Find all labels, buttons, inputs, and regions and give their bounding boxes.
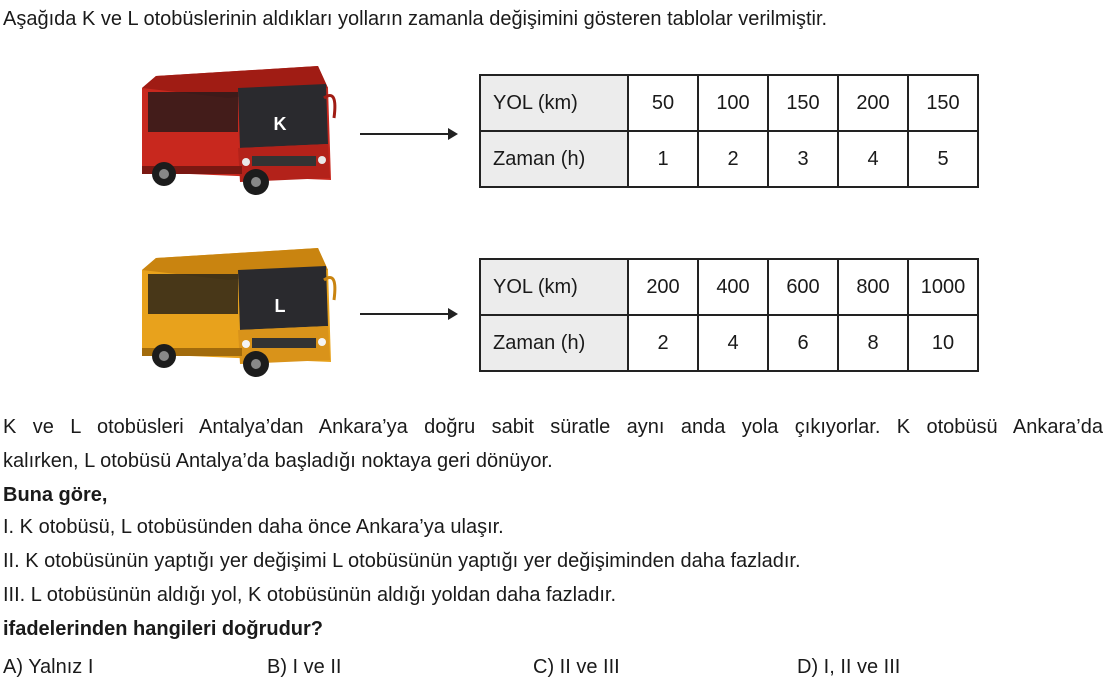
statement-3: III. L otobüsünün aldığı yol, K otobüsünün aldığı yoldan daha fazladır.	[3, 584, 617, 606]
table-cell: 6	[768, 315, 838, 371]
table-cell: 4	[838, 131, 908, 187]
table-cell: 600	[768, 259, 838, 315]
arrow-right-icon	[360, 304, 460, 324]
option-b[interactable]: B) I ve II	[267, 656, 342, 678]
bus-k-label: K	[273, 114, 287, 134]
table-cell: 100	[698, 75, 768, 131]
bus-k-image	[128, 58, 338, 203]
table-cell: 150	[768, 75, 838, 131]
table-cell: 200	[838, 75, 908, 131]
table-cell: 2	[698, 131, 768, 187]
table-cell: 1000	[908, 259, 978, 315]
table-cell: 150	[908, 75, 978, 131]
bus-body	[142, 248, 335, 377]
question-paragraph-2: kalırken, L otobüsü Antalya’da başladığı noktaya geri dönüyor.	[3, 450, 553, 472]
table-cell: 200	[628, 259, 698, 315]
bus-l-table	[479, 258, 979, 372]
option-a[interactable]: A) Yalnız I	[3, 656, 94, 678]
question-ask: ifadelerinden hangileri doğrudur?	[3, 618, 324, 640]
table-cell: 1	[628, 131, 698, 187]
row-header: Zaman (h)	[480, 315, 628, 371]
table-cell: 3	[768, 131, 838, 187]
bus-l-image	[128, 240, 338, 385]
option-c[interactable]: C) II ve III	[533, 656, 620, 678]
bus-k-table	[479, 74, 979, 188]
table-row	[480, 259, 978, 315]
table-cell: 800	[838, 259, 908, 315]
statement-2: II. K otobüsünün yaptığı yer değişimi L otobüsünün yaptığı yer değişiminden daha fazladır.	[3, 550, 801, 572]
table-cell: 8	[838, 315, 908, 371]
intro-text: Aşağıda K ve L otobüslerinin aldıkları yolların zamanla değişimini gösteren tablolar verilmiştir.	[3, 8, 828, 30]
table-row	[480, 75, 978, 131]
table-cell: 5	[908, 131, 978, 187]
table-cell: 50	[628, 75, 698, 131]
table-cell: 4	[698, 315, 768, 371]
table-row	[480, 315, 978, 371]
table-cell: 400	[698, 259, 768, 315]
question-paragraph-1: K ve L otobüsleri Antalya’dan Ankara’ya doğru sabit süratle aynı anda yola çıkıyorlar. K otobüsü Ankara’da	[3, 416, 1103, 438]
table-cell: 2	[628, 315, 698, 371]
row-header: YOL (km)	[480, 259, 628, 315]
table-cell: 10	[908, 315, 978, 371]
statement-1: I. K otobüsü, L otobüsünden daha önce Ankara’ya ulaşır.	[3, 516, 504, 538]
question-lead: Buna göre,	[3, 484, 108, 506]
table-row	[480, 131, 978, 187]
option-d[interactable]: D) I, II ve III	[797, 656, 901, 678]
arrow-right-icon	[360, 124, 460, 144]
bus-body	[142, 66, 335, 195]
row-header: Zaman (h)	[480, 131, 628, 187]
bus-l-label: L	[274, 296, 286, 316]
row-header: YOL (km)	[480, 75, 628, 131]
